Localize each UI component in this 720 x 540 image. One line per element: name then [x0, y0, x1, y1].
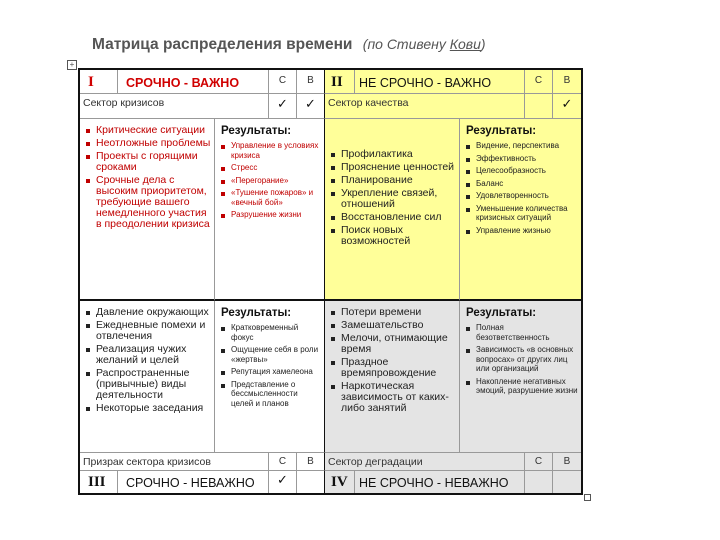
subtitle-suffix: ) — [480, 36, 486, 52]
q2-empty-c — [525, 94, 553, 119]
list-item: Потери времени — [331, 307, 457, 318]
list-item: Разрушение жизни — [221, 210, 322, 220]
list-item: Планирование — [331, 175, 457, 186]
q3-results — [215, 301, 325, 453]
list-item: Восстановление сил — [331, 212, 457, 223]
q1-header-cell — [118, 70, 269, 94]
list-item: Удовлетворенность — [466, 191, 579, 201]
q2-results-title: Результаты: — [466, 125, 537, 137]
q2-header: НЕ СРОЧНО - ВАЖНО — [359, 76, 492, 90]
list-item: Баланс — [466, 179, 579, 189]
list-item: Распространенные (привычные) виды деятельности — [86, 368, 212, 401]
list-item: Ощущение себя в роли «жертвы» — [221, 345, 322, 364]
q1-col-c: С — [269, 70, 297, 94]
time-matrix-table — [78, 68, 583, 495]
q3-header-cell — [118, 471, 269, 493]
q3-roman-cell — [80, 471, 118, 493]
q1-header: СРОЧНО - ВАЖНО — [126, 76, 240, 90]
q1-col-b: В — [297, 70, 325, 94]
list-item: «Перегорание» — [221, 176, 322, 186]
q2-items — [325, 119, 460, 301]
q4-empty-b — [553, 471, 581, 493]
resize-handle-icon[interactable] — [584, 494, 591, 501]
q1-roman-cell — [80, 70, 118, 94]
q4-header: НЕ СРОЧНО - НЕВАЖНО — [359, 476, 509, 490]
q4-sector: Сектор деградации — [325, 453, 525, 471]
q3-col-b: В — [297, 453, 325, 471]
q2-header-cell — [355, 70, 525, 94]
list-item: Укрепление связей, отношений — [331, 188, 457, 210]
q2-results — [460, 119, 581, 301]
q1-check-c: ✓ — [269, 94, 297, 119]
q4-results — [460, 301, 581, 453]
list-item: Управление в условиях кризиса — [221, 141, 322, 160]
list-item: Критические ситуации — [86, 125, 212, 136]
page-title — [92, 36, 486, 54]
list-item: Видение, перспектива — [466, 141, 579, 151]
q4-col-c: С — [525, 453, 553, 471]
q2-col-c: С — [525, 70, 553, 94]
q4-header-cell — [355, 471, 525, 493]
list-item: Ежедневные помехи и отвлечения — [86, 320, 212, 342]
q1-sector: Сектор кризисов — [80, 94, 269, 119]
q4-empty-c — [525, 471, 553, 493]
q4-results-title: Результаты: — [466, 307, 537, 319]
q3-items — [80, 301, 215, 453]
list-item: Прояснение ценностей — [331, 162, 457, 173]
list-item: Праздное времяпровождение — [331, 357, 457, 379]
list-item: Целесообразность — [466, 166, 579, 176]
q4-roman-cell — [325, 471, 355, 493]
list-item: Неотложные проблемы — [86, 138, 212, 149]
list-item: Накопление негативных эмоций, разрушение жизни — [466, 377, 579, 396]
list-item: Эффективность — [466, 154, 579, 164]
q3-results-title: Результаты: — [221, 307, 292, 319]
list-item: Зависимость «в основных вопросах» от других лиц или организаций — [466, 345, 579, 374]
list-item: Кратковременный фокус — [221, 323, 322, 342]
q2-check-b: ✓ — [553, 94, 581, 119]
q2-roman: II — [331, 74, 343, 90]
list-item: Реализация чужих желаний и целей — [86, 344, 212, 366]
q1-check-b: ✓ — [297, 94, 325, 119]
list-item: Некоторые заседания — [86, 403, 212, 414]
q3-empty-b — [297, 471, 325, 493]
subtitle-author: Кови — [449, 36, 481, 52]
q1-results — [215, 119, 325, 301]
list-item: Замешательство — [331, 320, 457, 331]
q3-roman: III — [88, 474, 106, 490]
list-item: Поиск новых возможностей — [331, 225, 457, 247]
list-item: Проекты с горящими сроками — [86, 151, 212, 173]
move-handle-icon[interactable]: + — [67, 60, 77, 70]
list-item: Мелочи, отнимающие время — [331, 333, 457, 355]
q1-results-title: Результаты: — [221, 125, 292, 137]
list-item: Стресс — [221, 163, 322, 173]
q3-header: СРОЧНО - НЕВАЖНО — [126, 476, 255, 490]
list-item: Профилактика — [331, 149, 457, 160]
list-item: Наркотическая зависимость от каких-либо занятий — [331, 381, 457, 414]
list-item: Давление окружающих — [86, 307, 212, 318]
q3-check-c: ✓ — [269, 471, 297, 493]
list-item: «Тушение пожаров» и «вечный бой» — [221, 188, 322, 207]
list-item: Репутация хамелеона — [221, 367, 322, 377]
list-item: Представление о бессмысленности целей и планов — [221, 380, 322, 409]
list-item: Уменьшение количества кризисных ситуаций — [466, 204, 579, 223]
q4-col-b: В — [553, 453, 581, 471]
q2-col-b: В — [553, 70, 581, 94]
subtitle — [363, 36, 486, 52]
list-item: Управление жизнью — [466, 226, 579, 236]
q3-col-c: С — [269, 453, 297, 471]
q2-sector: Сектор качества — [325, 94, 525, 119]
title-text: Матрица распределения времени — [92, 36, 353, 53]
q4-roman: IV — [331, 474, 348, 490]
list-item: Полная безответственность — [466, 323, 579, 342]
q3-sector: Призрак сектора кризисов — [80, 453, 269, 471]
q1-roman: I — [88, 74, 94, 90]
q4-items — [325, 301, 460, 453]
q1-items — [80, 119, 215, 301]
list-item: Срочные дела с высоким приоритетом, требующие вашего немедленного участия в преодолении кризиса — [86, 175, 212, 230]
q2-roman-cell — [325, 70, 355, 94]
subtitle-prefix: (по Стивену — [362, 36, 446, 52]
